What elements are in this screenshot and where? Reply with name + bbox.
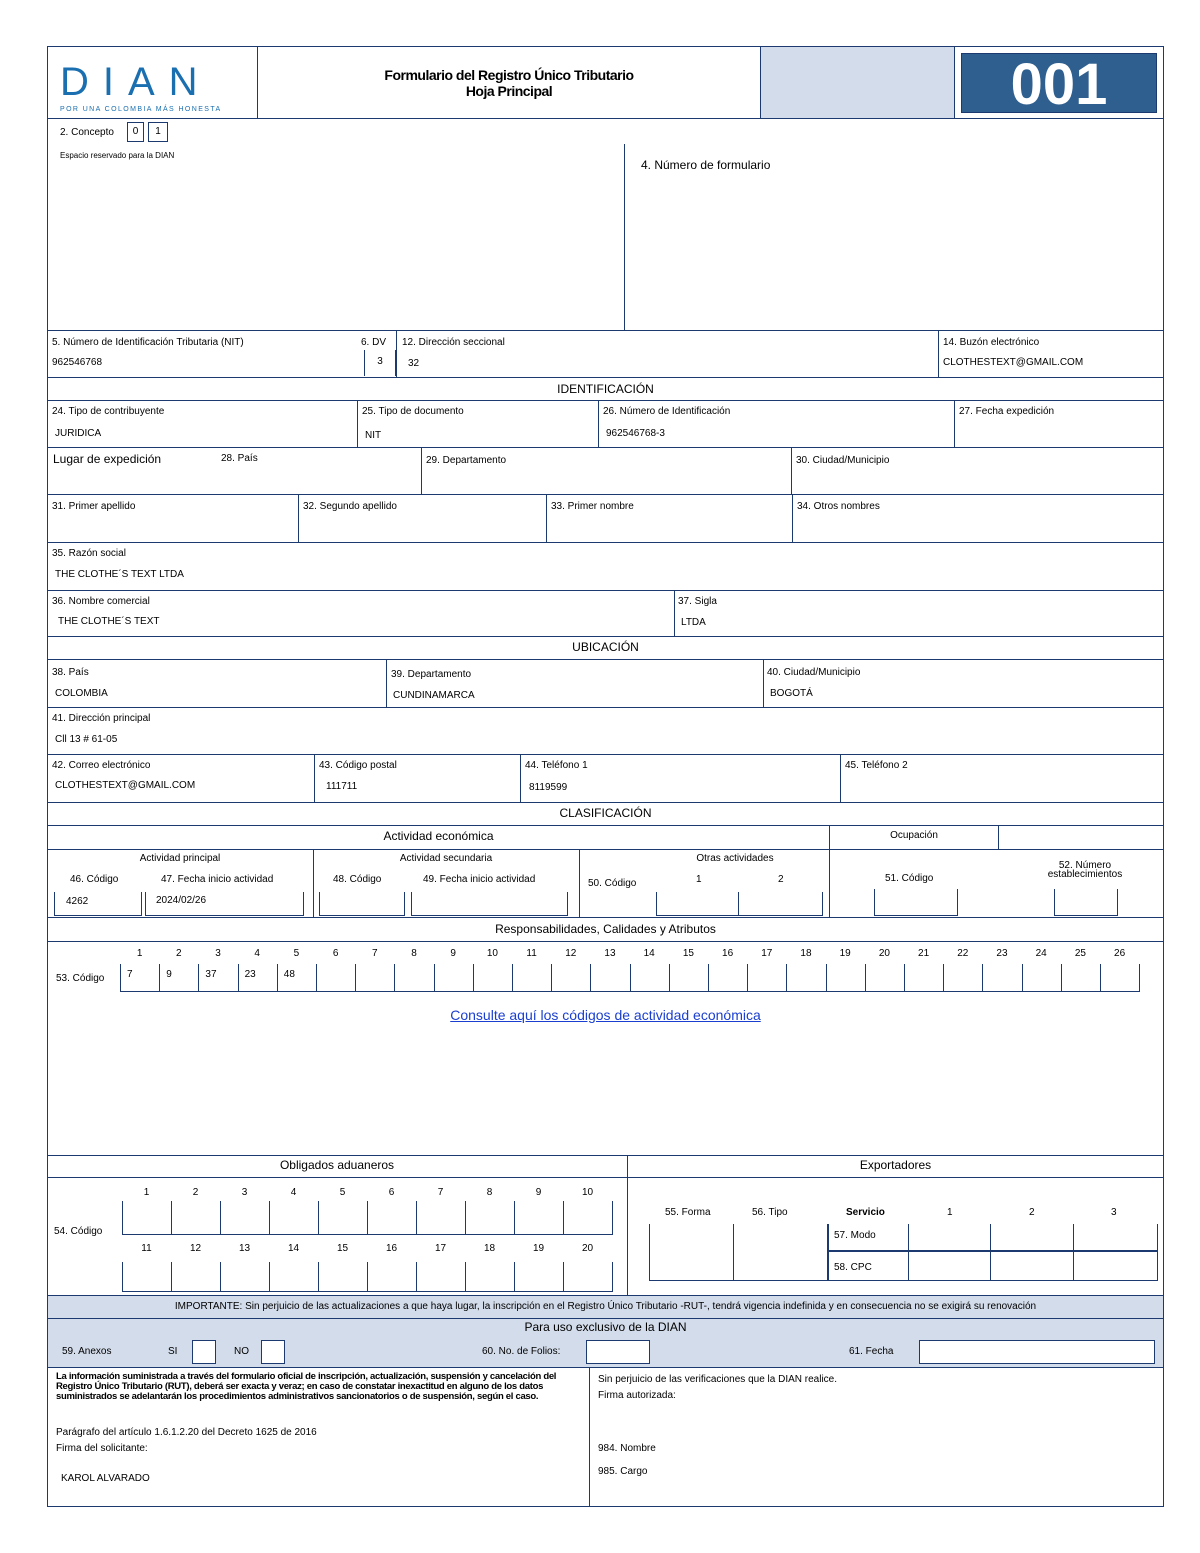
razon-social-label: 35. Razón social bbox=[52, 548, 126, 559]
fecha49-input[interactable] bbox=[411, 892, 568, 916]
responsabilidad-number: 16 bbox=[722, 948, 734, 959]
direccion-label: 41. Dirección principal bbox=[52, 713, 151, 724]
sigla-label: 37. Sigla bbox=[678, 596, 717, 607]
modo-input-1[interactable] bbox=[908, 1224, 991, 1251]
responsabilidad-code-cell[interactable] bbox=[1100, 964, 1140, 992]
responsabilidades-title: Responsabilidades, Calidades y Atributos bbox=[495, 922, 716, 936]
responsabilidad-code-cell[interactable]: 9 bbox=[159, 964, 199, 992]
fecha-expedicion-label: 27. Fecha expedición bbox=[959, 406, 1055, 417]
aduanero-number: 8 bbox=[486, 1187, 493, 1198]
anexos-label: 59. Anexos bbox=[62, 1346, 112, 1357]
nit-label: 5. Número de Identificación Tributaria (NIT) bbox=[52, 337, 244, 348]
numero-establecimientos-input[interactable] bbox=[1054, 889, 1118, 916]
tipo-label: 56. Tipo bbox=[752, 1207, 788, 1218]
paragrafo-text: Parágrafo del artículo 1.6.1.2.20 del Decreto 1625 de 2016 bbox=[56, 1427, 317, 1438]
actividad-economica-title: Actividad económica bbox=[383, 829, 494, 843]
servicio-1: 1 bbox=[947, 1207, 953, 1218]
pais-value: COLOMBIA bbox=[55, 688, 108, 699]
nombre984-label: 984. Nombre bbox=[598, 1443, 656, 1454]
fecha61-label: 61. Fecha bbox=[849, 1346, 894, 1357]
responsabilidad-code-cell[interactable]: 48 bbox=[277, 964, 317, 992]
responsabilidad-number: 3 bbox=[215, 948, 221, 959]
primer-nombre-label: 33. Primer nombre bbox=[551, 501, 634, 512]
responsabilidad-code-cell[interactable] bbox=[786, 964, 826, 992]
responsabilidad-code-cell[interactable]: 7 bbox=[120, 964, 160, 992]
aduanero-number: 3 bbox=[241, 1187, 248, 1198]
aduanero-number: 5 bbox=[339, 1187, 346, 1198]
aduanero-code-cell[interactable] bbox=[122, 1201, 172, 1235]
aduanero-code-cell[interactable] bbox=[318, 1201, 368, 1235]
direccion-value: Cll 13 # 61-05 bbox=[55, 734, 118, 745]
ocupacion-title: Ocupación bbox=[890, 830, 938, 841]
aduanero-number: 11 bbox=[141, 1243, 152, 1254]
seccional-label: 12. Dirección seccional bbox=[402, 337, 505, 348]
aduanero-code-cell[interactable] bbox=[563, 1201, 613, 1235]
dv-label: 6. DV bbox=[361, 337, 387, 348]
responsabilidad-number: 17 bbox=[761, 948, 773, 959]
aduanero-code-cell[interactable] bbox=[171, 1262, 221, 1292]
servicio-label: Servicio bbox=[846, 1207, 885, 1218]
actividad-economica-link[interactable]: Consulte aquí los códigos de actividad económica bbox=[450, 1007, 761, 1023]
responsabilidad-code-cell[interactable] bbox=[1022, 964, 1062, 992]
logo-text: DIAN bbox=[60, 60, 212, 104]
responsabilidad-code-cell[interactable] bbox=[669, 964, 709, 992]
aduanero-code-cell[interactable] bbox=[220, 1262, 270, 1292]
aduanero-number: 18 bbox=[483, 1243, 496, 1254]
lugar-expedicion-label: Lugar de expedición bbox=[53, 452, 162, 466]
sigla-value: LTDA bbox=[681, 617, 706, 628]
departamento-expedicion-label: 29. Departamento bbox=[426, 455, 507, 466]
reserved-space-label: Espacio reservado para la DIAN bbox=[60, 151, 175, 160]
razon-social-value: THE CLOTHE´S TEXT LTDA bbox=[55, 569, 184, 580]
header-blank-box bbox=[760, 46, 955, 119]
tipo-documento-label: 25. Tipo de documento bbox=[362, 406, 464, 417]
form-code: 001 bbox=[961, 53, 1157, 113]
responsabilidad-code-cell[interactable] bbox=[355, 964, 395, 992]
ubicacion-title: UBICACIÓN bbox=[572, 640, 639, 654]
aduanero-number: 2 bbox=[192, 1187, 199, 1198]
aduanero-code-cell[interactable] bbox=[514, 1262, 564, 1292]
si-label: SI bbox=[168, 1346, 178, 1357]
aduanero-number: 13 bbox=[238, 1243, 251, 1254]
responsabilidad-number: 15 bbox=[682, 948, 694, 959]
responsabilidad-number: 13 bbox=[604, 948, 616, 959]
codigo50-input-1[interactable] bbox=[656, 892, 739, 916]
departamento-label: 39. Departamento bbox=[391, 669, 472, 680]
responsabilidad-number: 23 bbox=[996, 948, 1008, 959]
aduanero-number: 9 bbox=[535, 1187, 542, 1198]
responsabilidad-code-cell[interactable] bbox=[982, 964, 1022, 992]
aduanero-code-cell[interactable] bbox=[416, 1201, 466, 1235]
responsabilidad-number: 25 bbox=[1074, 948, 1086, 959]
actividad-principal-title: Actividad principal bbox=[139, 853, 221, 864]
codigo54-label: 54. Código bbox=[54, 1226, 103, 1237]
modo-label: 57. Modo bbox=[828, 1224, 909, 1251]
aduanero-number: 19 bbox=[532, 1243, 545, 1254]
nombre-comercial-label: 36. Nombre comercial bbox=[52, 596, 150, 607]
modo-input-2[interactable] bbox=[990, 1224, 1074, 1251]
seccional-value: 32 bbox=[408, 358, 420, 369]
no-label: NO bbox=[234, 1346, 249, 1357]
responsabilidad-code-cell[interactable] bbox=[590, 964, 630, 992]
responsabilidad-number: 7 bbox=[372, 948, 378, 959]
responsabilidad-number: 9 bbox=[450, 948, 456, 959]
responsabilidad-number: 18 bbox=[800, 948, 812, 959]
responsabilidad-number: 10 bbox=[486, 948, 498, 959]
form-title bbox=[258, 67, 760, 99]
uso-dian-band bbox=[47, 1318, 1164, 1368]
fecha47-label: 47. Fecha inicio actividad bbox=[161, 874, 274, 885]
folios-input[interactable] bbox=[586, 1340, 650, 1364]
responsabilidad-number: 2 bbox=[176, 948, 182, 959]
aduanero-number: 7 bbox=[437, 1187, 444, 1198]
cpc-label: 58. CPC bbox=[828, 1251, 909, 1281]
aduanero-number: 20 bbox=[581, 1243, 594, 1254]
dian-logo-icon bbox=[56, 55, 256, 115]
aduanero-code-cell[interactable] bbox=[563, 1262, 613, 1292]
modo-input-3[interactable] bbox=[1073, 1224, 1158, 1251]
responsabilidad-code-cell[interactable] bbox=[1061, 964, 1101, 992]
responsabilidad-number: 19 bbox=[839, 948, 851, 959]
clasificacion-title: CLASIFICACIÓN bbox=[559, 806, 652, 820]
aduanero-number: 1 bbox=[143, 1187, 150, 1198]
codigo48-label: 48. Código bbox=[333, 874, 382, 885]
otros-nombres-label: 34. Otros nombres bbox=[797, 501, 880, 512]
numero-identificacion-value: 962546768-3 bbox=[606, 428, 665, 439]
responsabilidad-number: 12 bbox=[565, 948, 577, 959]
aduanero-code-cell[interactable] bbox=[465, 1262, 515, 1292]
ciudad-expedicion-label: 30. Ciudad/Municipio bbox=[796, 455, 890, 466]
aduanero-code-cell[interactable] bbox=[122, 1262, 172, 1292]
solicitante-nombre: KAROL ALVARADO bbox=[61, 1473, 150, 1484]
form-title-line1: Formulario del Registro Único Tributario bbox=[384, 67, 634, 83]
aduanero-number: 10 bbox=[581, 1187, 594, 1198]
otras-actividades-title: Otras actividades bbox=[696, 853, 774, 864]
numero-establecimientos-label-line1: 52. Número bbox=[1058, 860, 1112, 871]
cpc-input-3[interactable] bbox=[1073, 1251, 1158, 1281]
departamento-value: CUNDINAMARCA bbox=[393, 690, 475, 701]
nombre-comercial-value: THE CLOTHE´S TEXT bbox=[58, 616, 160, 627]
importante-text: IMPORTANTE: Sin perjuicio de las actualizaciones a que haya lugar, la inscripción en el Registro Único Tributario -RUT-, tendrá vigencia indefinida y en consecuencia no se exigirá su renovación bbox=[174, 1301, 1037, 1312]
servicio-2: 2 bbox=[1029, 1207, 1035, 1218]
aduanero-number: 16 bbox=[385, 1243, 398, 1254]
responsabilidad-code-cell[interactable] bbox=[904, 964, 944, 992]
fecha47-value[interactable]: 2024/02/26 bbox=[145, 892, 304, 916]
codigo51-label: 51. Código bbox=[885, 873, 934, 884]
primer-apellido-label: 31. Primer apellido bbox=[52, 501, 136, 512]
codigo46-value[interactable]: 4262 bbox=[54, 892, 142, 916]
correo-label: 42. Correo electrónico bbox=[52, 760, 151, 771]
tipo-documento-value: NIT bbox=[365, 430, 382, 441]
responsabilidad-number: 11 bbox=[526, 948, 537, 959]
numero-establecimientos-label bbox=[1030, 861, 1140, 879]
responsabilidad-number: 24 bbox=[1035, 948, 1047, 959]
verificaciones-text: Sin perjuicio de las verificaciones que la DIAN realice. bbox=[598, 1374, 838, 1385]
aduanero-code-cell[interactable] bbox=[465, 1201, 515, 1235]
responsabilidad-number: 22 bbox=[957, 948, 969, 959]
dv-value[interactable]: 3 bbox=[364, 350, 396, 376]
responsabilidad-code-cell[interactable] bbox=[512, 964, 552, 992]
concepto-label: 2. Concepto bbox=[60, 127, 114, 138]
codigo-postal-label: 43. Código postal bbox=[319, 760, 397, 771]
tipo-contribuyente-label: 24. Tipo de contribuyente bbox=[52, 406, 165, 417]
forma-input[interactable] bbox=[649, 1224, 734, 1281]
telefono2-label: 45. Teléfono 2 bbox=[845, 760, 908, 771]
aduanero-code-cell[interactable] bbox=[269, 1201, 319, 1235]
responsabilidad-number: 26 bbox=[1114, 948, 1126, 959]
segundo-apellido-label: 32. Segundo apellido bbox=[303, 501, 397, 512]
responsabilidad-code-cell[interactable]: 37 bbox=[198, 964, 238, 992]
correo-value: CLOTHESTEXT@GMAIL.COM bbox=[55, 780, 196, 791]
responsabilidad-number: 14 bbox=[643, 948, 655, 959]
responsabilidad-code-cell[interactable] bbox=[826, 964, 866, 992]
responsabilidad-code-cell[interactable]: 23 bbox=[238, 964, 278, 992]
aduanero-number: 15 bbox=[336, 1243, 349, 1254]
ciudad-value: BOGOTÁ bbox=[770, 688, 813, 699]
buzon-value: CLOTHESTEXT@GMAIL.COM bbox=[943, 357, 1084, 368]
nit-value: 962546768 bbox=[52, 357, 103, 368]
tipo-contribuyente-value: JURIDICA bbox=[55, 428, 102, 439]
responsabilidad-code-cell[interactable] bbox=[473, 964, 513, 992]
aduanero-code-cell[interactable] bbox=[220, 1201, 270, 1235]
actividad-secundaria-title: Actividad secundaria bbox=[399, 853, 493, 864]
folios-label: 60. No. de Folios: bbox=[482, 1346, 561, 1357]
responsabilidad-number: 4 bbox=[254, 948, 260, 959]
responsabilidad-number: 1 bbox=[136, 948, 143, 959]
responsabilidad-code-cell[interactable] bbox=[394, 964, 434, 992]
tipo-input[interactable] bbox=[733, 1224, 828, 1281]
aduanero-number: 6 bbox=[388, 1187, 395, 1198]
aduanero-code-cell[interactable] bbox=[171, 1201, 221, 1235]
numero-establecimientos-label-line2: establecimientos bbox=[1047, 869, 1123, 880]
cargo985-label: 985. Cargo bbox=[598, 1466, 648, 1477]
cpc-input-2[interactable] bbox=[990, 1251, 1074, 1281]
responsabilidad-number: 20 bbox=[878, 948, 890, 959]
firma-autorizada-label: Firma autorizada: bbox=[598, 1390, 676, 1401]
aduanero-number: 12 bbox=[189, 1243, 202, 1254]
aduanero-code-cell[interactable] bbox=[514, 1201, 564, 1235]
aduanero-code-cell[interactable] bbox=[269, 1262, 319, 1292]
responsabilidad-code-cell[interactable] bbox=[316, 964, 356, 992]
concepto-digit-1[interactable]: 0 bbox=[127, 122, 144, 142]
anexos-no-checkbox[interactable] bbox=[261, 1340, 285, 1364]
responsabilidad-code-cell[interactable] bbox=[943, 964, 983, 992]
otras-actividades-1: 1 bbox=[696, 874, 702, 885]
concepto-digit-2[interactable]: 1 bbox=[148, 122, 168, 142]
servicio-3: 3 bbox=[1111, 1207, 1117, 1218]
ciudad-label: 40. Ciudad/Municipio bbox=[767, 667, 861, 678]
codigo46-label: 46. Código bbox=[70, 874, 119, 885]
logo-tagline: POR UNA COLOMBIA MÁS HONESTA bbox=[60, 106, 222, 113]
identificacion-title: IDENTIFICACIÓN bbox=[557, 382, 654, 396]
codigo51-input[interactable] bbox=[874, 889, 958, 916]
numero-identificacion-label: 26. Número de Identificación bbox=[603, 406, 731, 417]
responsabilidad-code-cell[interactable] bbox=[551, 964, 591, 992]
exportadores-title: Exportadores bbox=[859, 1158, 932, 1172]
form-code-box bbox=[954, 46, 1164, 119]
otras-actividades-2: 2 bbox=[778, 874, 784, 885]
responsabilidad-number: 5 bbox=[293, 948, 300, 959]
responsabilidad-code-cell[interactable] bbox=[434, 964, 474, 992]
codigo50-input-2[interactable] bbox=[738, 892, 823, 916]
responsabilidad-code-cell[interactable] bbox=[865, 964, 905, 992]
legal-text: La información suministrada a través del formulario oficial de inscripción, actualización, suspensión y cancelación del Registro Único Tributario (RUT), deberá ser exacta y veraz; en caso de constatar inexactitud en alguno de los datos suministrados se adelantarán los procedimientos administrativos sancionatorios o de suspensión, según el caso. bbox=[56, 1371, 557, 1402]
fecha61-input[interactable] bbox=[919, 1340, 1155, 1364]
telefono1-label: 44. Teléfono 1 bbox=[525, 760, 588, 771]
aduanero-number: 4 bbox=[290, 1187, 297, 1198]
aduanero-code-cell[interactable] bbox=[416, 1262, 466, 1292]
responsabilidad-code-cell[interactable] bbox=[630, 964, 670, 992]
pais-label: 38. País bbox=[52, 667, 89, 678]
importante-band bbox=[47, 1295, 1164, 1319]
aduanero-code-cell[interactable] bbox=[318, 1262, 368, 1292]
codigo53-label: 53. Código bbox=[56, 973, 105, 984]
form-title-line2: Hoja Principal bbox=[465, 83, 553, 99]
pais-expedicion-label: 28. País bbox=[221, 453, 258, 464]
aduanero-code-cell[interactable] bbox=[367, 1262, 417, 1292]
codigo50-label: 50. Código bbox=[588, 878, 637, 889]
forma-label: 55. Forma bbox=[665, 1207, 711, 1218]
uso-dian-title: Para uso exclusivo de la DIAN bbox=[524, 1320, 687, 1334]
aduanero-code-cell[interactable] bbox=[367, 1201, 417, 1235]
aduanero-number: 14 bbox=[287, 1243, 300, 1254]
obligados-aduaneros-title: Obligados aduaneros bbox=[279, 1158, 395, 1172]
firma-solicitante-label: Firma del solicitante: bbox=[56, 1443, 148, 1454]
fecha49-label: 49. Fecha inicio actividad bbox=[423, 874, 536, 885]
buzon-label: 14. Buzón electrónico bbox=[943, 337, 1040, 348]
title-box bbox=[257, 46, 761, 119]
logo-box bbox=[47, 46, 258, 119]
anexos-si-checkbox[interactable] bbox=[192, 1340, 216, 1364]
responsabilidad-number: 8 bbox=[411, 948, 417, 959]
responsabilidad-code-cell[interactable] bbox=[708, 964, 748, 992]
responsabilidad-number: 21 bbox=[918, 948, 930, 959]
aduanero-number: 17 bbox=[434, 1243, 447, 1254]
codigo-postal-value: 111711 bbox=[326, 781, 358, 792]
numero-formulario-label: 4. Número de formulario bbox=[641, 158, 771, 172]
codigo48-input[interactable] bbox=[319, 892, 405, 916]
responsabilidad-code-cell[interactable] bbox=[747, 964, 787, 992]
telefono1-value: 8119599 bbox=[529, 782, 568, 793]
cpc-input-1[interactable] bbox=[908, 1251, 991, 1281]
responsabilidad-number: 6 bbox=[332, 948, 339, 959]
